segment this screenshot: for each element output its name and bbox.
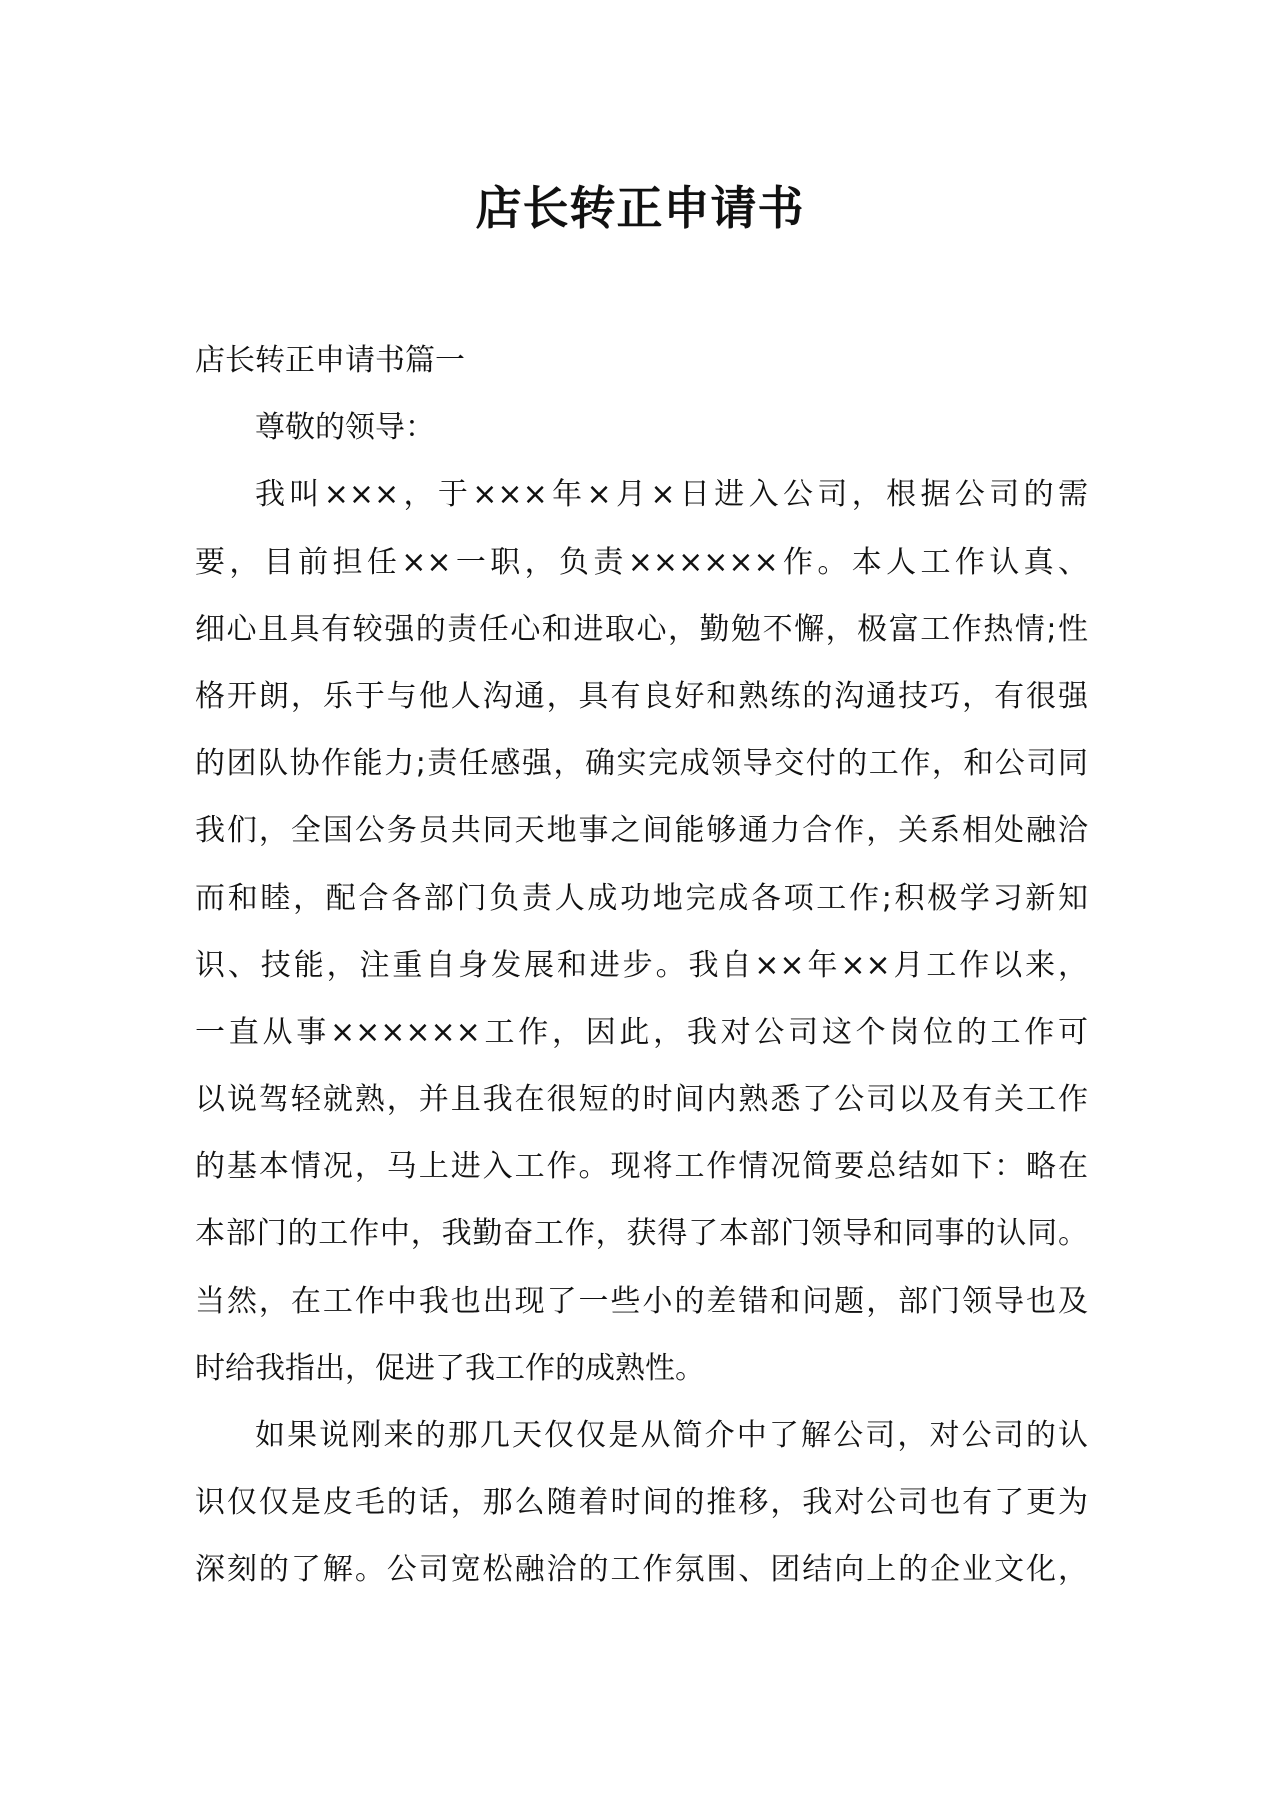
paragraph-line: 本部门的工作中，我勤奋工作，获得了本部门领导和同事的认同。 [195, 1216, 1088, 1252]
salutation: 尊敬的领导： [255, 410, 435, 446]
paragraph-line: 时给我指出，促进了我工作的成熟性。 [195, 1350, 705, 1386]
paragraph-line: 的团队协作能力;责任感强，确实完成领导交付的工作，和公司同 [195, 746, 1088, 782]
paragraph-line: 细心且具有较强的责任心和进取心，勤勉不懈，极富工作热情;性 [195, 611, 1088, 647]
paragraph-line: 当然，在工作中我也出现了一些小的差错和问题，部门领导也及 [195, 1283, 1088, 1319]
paragraph-line: 我们，全国公务员共同天地事之间能够通力合作，关系相处融洽 [195, 813, 1088, 849]
document-body [195, 327, 1088, 1604]
paragraph-2 [195, 1402, 1088, 1604]
section-heading: 店长转正申请书篇一 [195, 343, 465, 378]
paragraph-line: 格开朗，乐于与他人沟通，具有良好和熟练的沟通技巧，有很强 [195, 678, 1088, 714]
paragraph-line: 深刻的了解。公司宽松融洽的工作氛围、团结向上的企业文化， [195, 1552, 1088, 1588]
paragraph-line: 以说驾轻就熟，并且我在很短的时间内熟悉了公司以及有关工作 [195, 1082, 1088, 1118]
paragraph-line: 识仅仅是皮毛的话，那么随着时间的推移，我对公司也有了更为 [195, 1485, 1088, 1521]
paragraph-line: 我叫×××，于×××年×月×日进入公司，根据公司的需 [255, 477, 1088, 513]
paragraph-1 [195, 461, 1088, 1402]
paragraph-line: 如果说刚来的那几天仅仅是从简介中了解公司，对公司的认 [255, 1418, 1088, 1453]
document-title: 店长转正申请书 [475, 181, 805, 235]
paragraph-line: 的基本情况，马上进入工作。现将工作情况简要总结如下：略在 [195, 1149, 1088, 1185]
paragraph-line: 而和睦，配合各部门负责人成功地完成各项工作;积极学习新知 [195, 880, 1088, 916]
paragraph-line: 要，目前担任××一职，负责××××××作。本人工作认真、 [195, 544, 1088, 580]
paragraph-line: 一直从事××××××工作，因此，我对公司这个岗位的工作可 [195, 1014, 1088, 1050]
paragraph-line: 识、技能，注重自身发展和进步。我自××年××月工作以来， [195, 947, 1088, 983]
